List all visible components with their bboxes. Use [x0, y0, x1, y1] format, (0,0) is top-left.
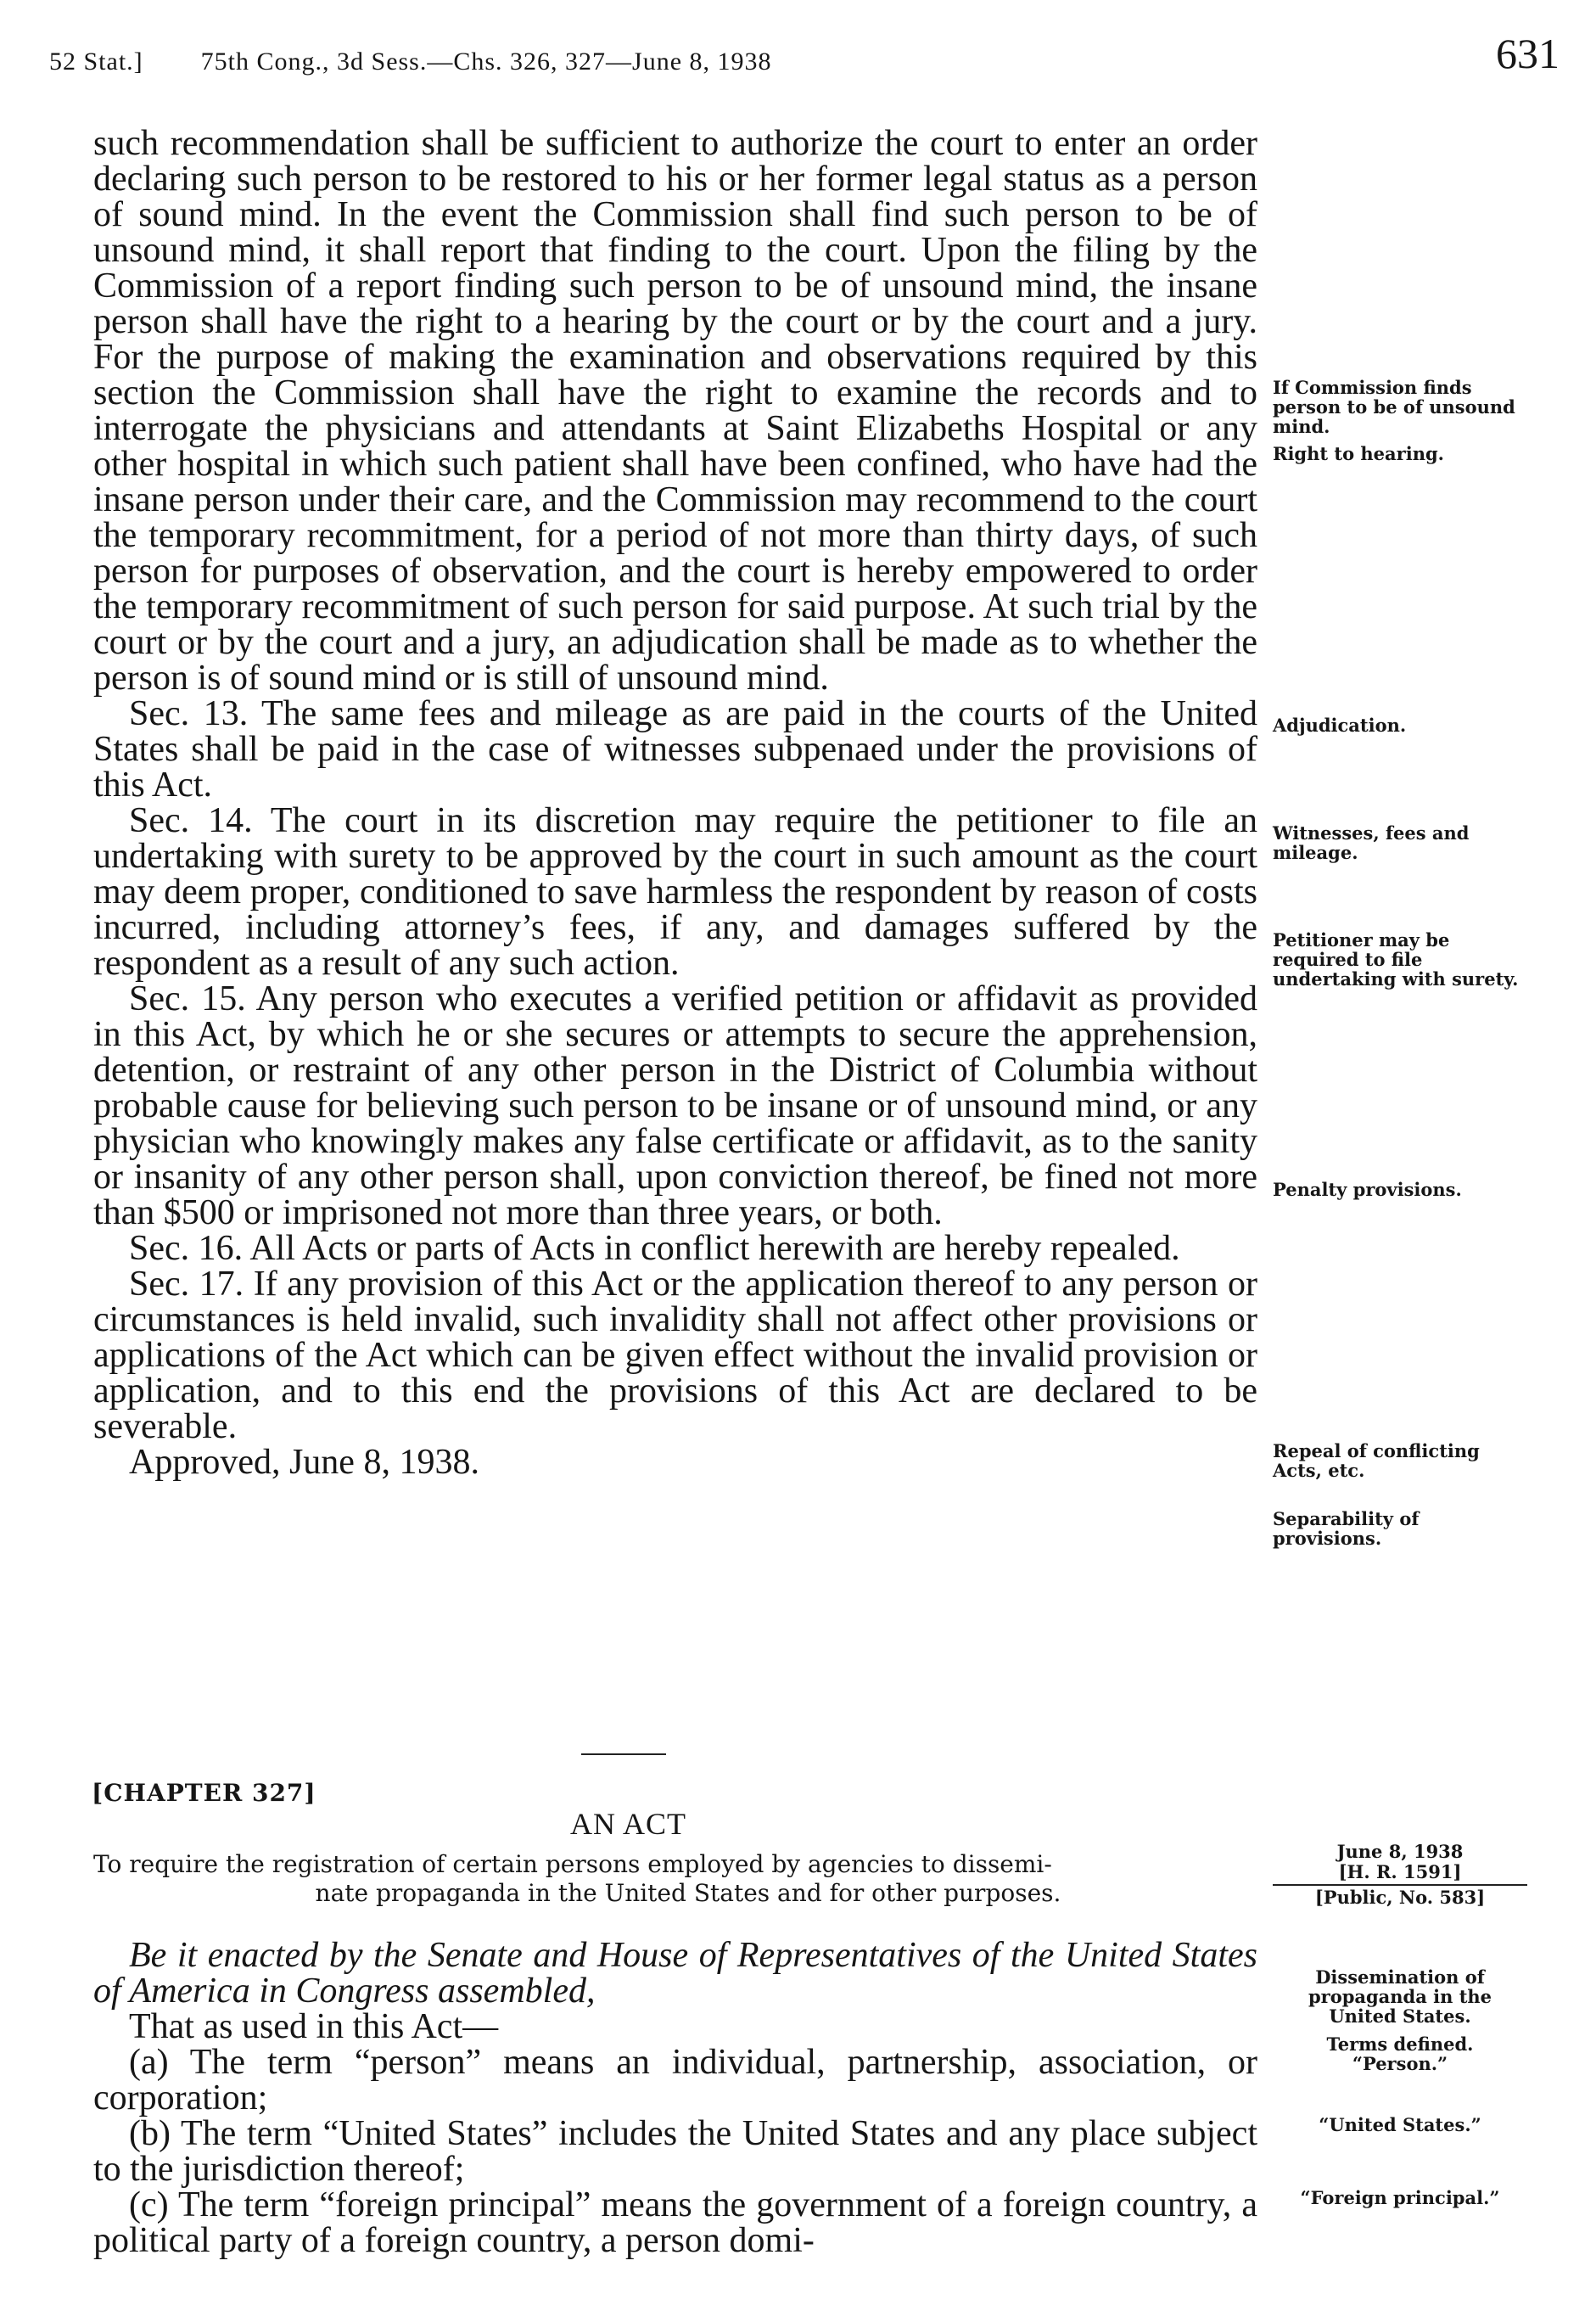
act-description: [93, 1850, 1257, 1908]
chapter-327-text: [93, 1938, 1257, 2258]
paragraph-continuation: such recommendation shall be sufficient to authorize the court to enter an order declaring such person to be restored to his or her former legal status as a person of sound mind. In the event the Commission shall find such person to be of unsound mind, it shall report that finding to the court. Upon the filing by the Commission of a report finding such person to be of unsound mind, the insane person shall have the right to a hearing by the court or by the court and a jury. For the purpose of making the examination and observations required by this section the Commission shall have the right to examine the records and to interrogate the physicians and attendants at Saint Elizabeths Hospital or any other hospital in which such patient shall have been confined, who have had the insane person under their care, and the Commission may recommend to the court the temporary recommitment, for a period of not more than thirty days, of such person for purposes of observation, and the court is hereby empowered to order the temporary recommitment of such person for said purpose. At such trial by the court or by the court and a jury, an adjudication shall be made as to whether the person is of sound mind or is still of unsound mind.: [93, 124, 1257, 698]
section-15: Sec. 15. Any person who executes a verified petition or affidavit as provided in this Act, by which he or she secures or attempts to secure the apprehension, detention, or restraint of any other person in the District of Columbia without probable cause for believing such person to be insane or of unsound mind, or any physician who knowingly makes any false certificate or affidavit, as to the sanity or insanity of any other person shall, upon conviction thereof, be fined not more than $500 or imprisoned not more than three years, or both.: [93, 979, 1257, 1232]
section-17: Sec. 17. If any provision of this Act or the application thereof to any person or circumstances is held invalid, such invalidity shall not affect other provisions or applications of the Act which can be given effect without the invalid provision or application, and to this end the provisions of this Act are declared to be severable.: [93, 1265, 1257, 1446]
margin-note-united-states: “United States.”: [1319, 2114, 1481, 2135]
definition-c: (c) The term “foreign principal” means the government of a foreign country, a political party of a foreign country, a person domi-: [93, 2185, 1257, 2260]
chapter-label: [CHAPTER 327]: [92, 1779, 316, 1807]
margin-note-hearing: Right to hearing.: [1273, 443, 1444, 464]
enactment-info: [1273, 1842, 1527, 1908]
margin-note-witnesses: Witnesses, fees and mileage.: [1273, 822, 1470, 863]
definitions-intro: That as used in this Act—: [129, 2007, 499, 2046]
dateblock-rule: [1273, 1884, 1527, 1886]
margin-note-unsound: If Commission finds person to be of unsound mind.: [1273, 377, 1515, 437]
section-13: Sec. 13. The same fees and mileage as are paid in the courts of the United States shall be paid in the case of witnesses subpenaed under the provisions of this Act.: [93, 694, 1257, 805]
margin-note-terms-defined: Terms defined.: [1326, 2033, 1474, 2055]
enacting-clause: Be it enacted by the Senate and House of Representatives of the United States of America in Congress assembled,: [93, 1936, 1257, 2011]
act-title: AN ACT: [569, 1807, 686, 1841]
page-number: 631: [1496, 30, 1560, 77]
margin-note-dissemination: Dissemination of propaganda in the United States.: [1308, 1966, 1492, 2027]
margin-note-adjudication: Adjudication.: [1273, 715, 1407, 736]
margin-note-petitioner: Petitioner may be required to file undertaking with surety.: [1273, 929, 1519, 990]
enactment-date: June 8, 1938: [1336, 1841, 1464, 1862]
main-text: [93, 126, 1257, 1480]
definition-b: (b) The term “United States” includes the United States and any place subject to the jurisdiction thereof;: [93, 2114, 1257, 2189]
section-14: Sec. 14. The court in its discretion may require the petitioner to file an undertaking with surety to be approved by the court in such amount as the court may deem proper, conditioned to save harmless the respondent by reason of costs incurred, including attorney’s fees, if any, and damages suffered by the respondent as a result of any such action.: [93, 801, 1257, 983]
margin-note-foreign-principal: “Foreign principal.”: [1300, 2187, 1500, 2208]
public-law-number: [Public, No. 583]: [1314, 1887, 1486, 1908]
act-description-line1: To require the registration of certain persons employed by agencies to dissemi-: [93, 1850, 1052, 1878]
margin-note-repeal: Repeal of conflicting Acts, etc.: [1273, 1440, 1480, 1481]
act-description-line2: nate propaganda in the United States and for other purposes.: [315, 1879, 1061, 1907]
section-16: Sec. 16. All Acts or parts of Acts in conflict herewith are hereby repealed.: [129, 1229, 1180, 1268]
bill-number: [H. R. 1591]: [1338, 1861, 1462, 1882]
margin-note-penalty: Penalty provisions.: [1273, 1179, 1462, 1200]
margin-note-separability: Separability of provisions.: [1273, 1508, 1420, 1549]
running-head: 52 Stat.] 75th Cong., 3d Sess.—Chs. 326, 327—June 8, 1938: [49, 48, 772, 76]
approval-date: Approved, June 8, 1938.: [129, 1443, 479, 1482]
margin-note-person: “Person.”: [1352, 2053, 1448, 2074]
section-divider: [581, 1753, 666, 1755]
page-header: [49, 29, 1560, 80]
definition-a: (a) The term “person” means an individual, partnership, association, or corporation;: [93, 2043, 1257, 2117]
